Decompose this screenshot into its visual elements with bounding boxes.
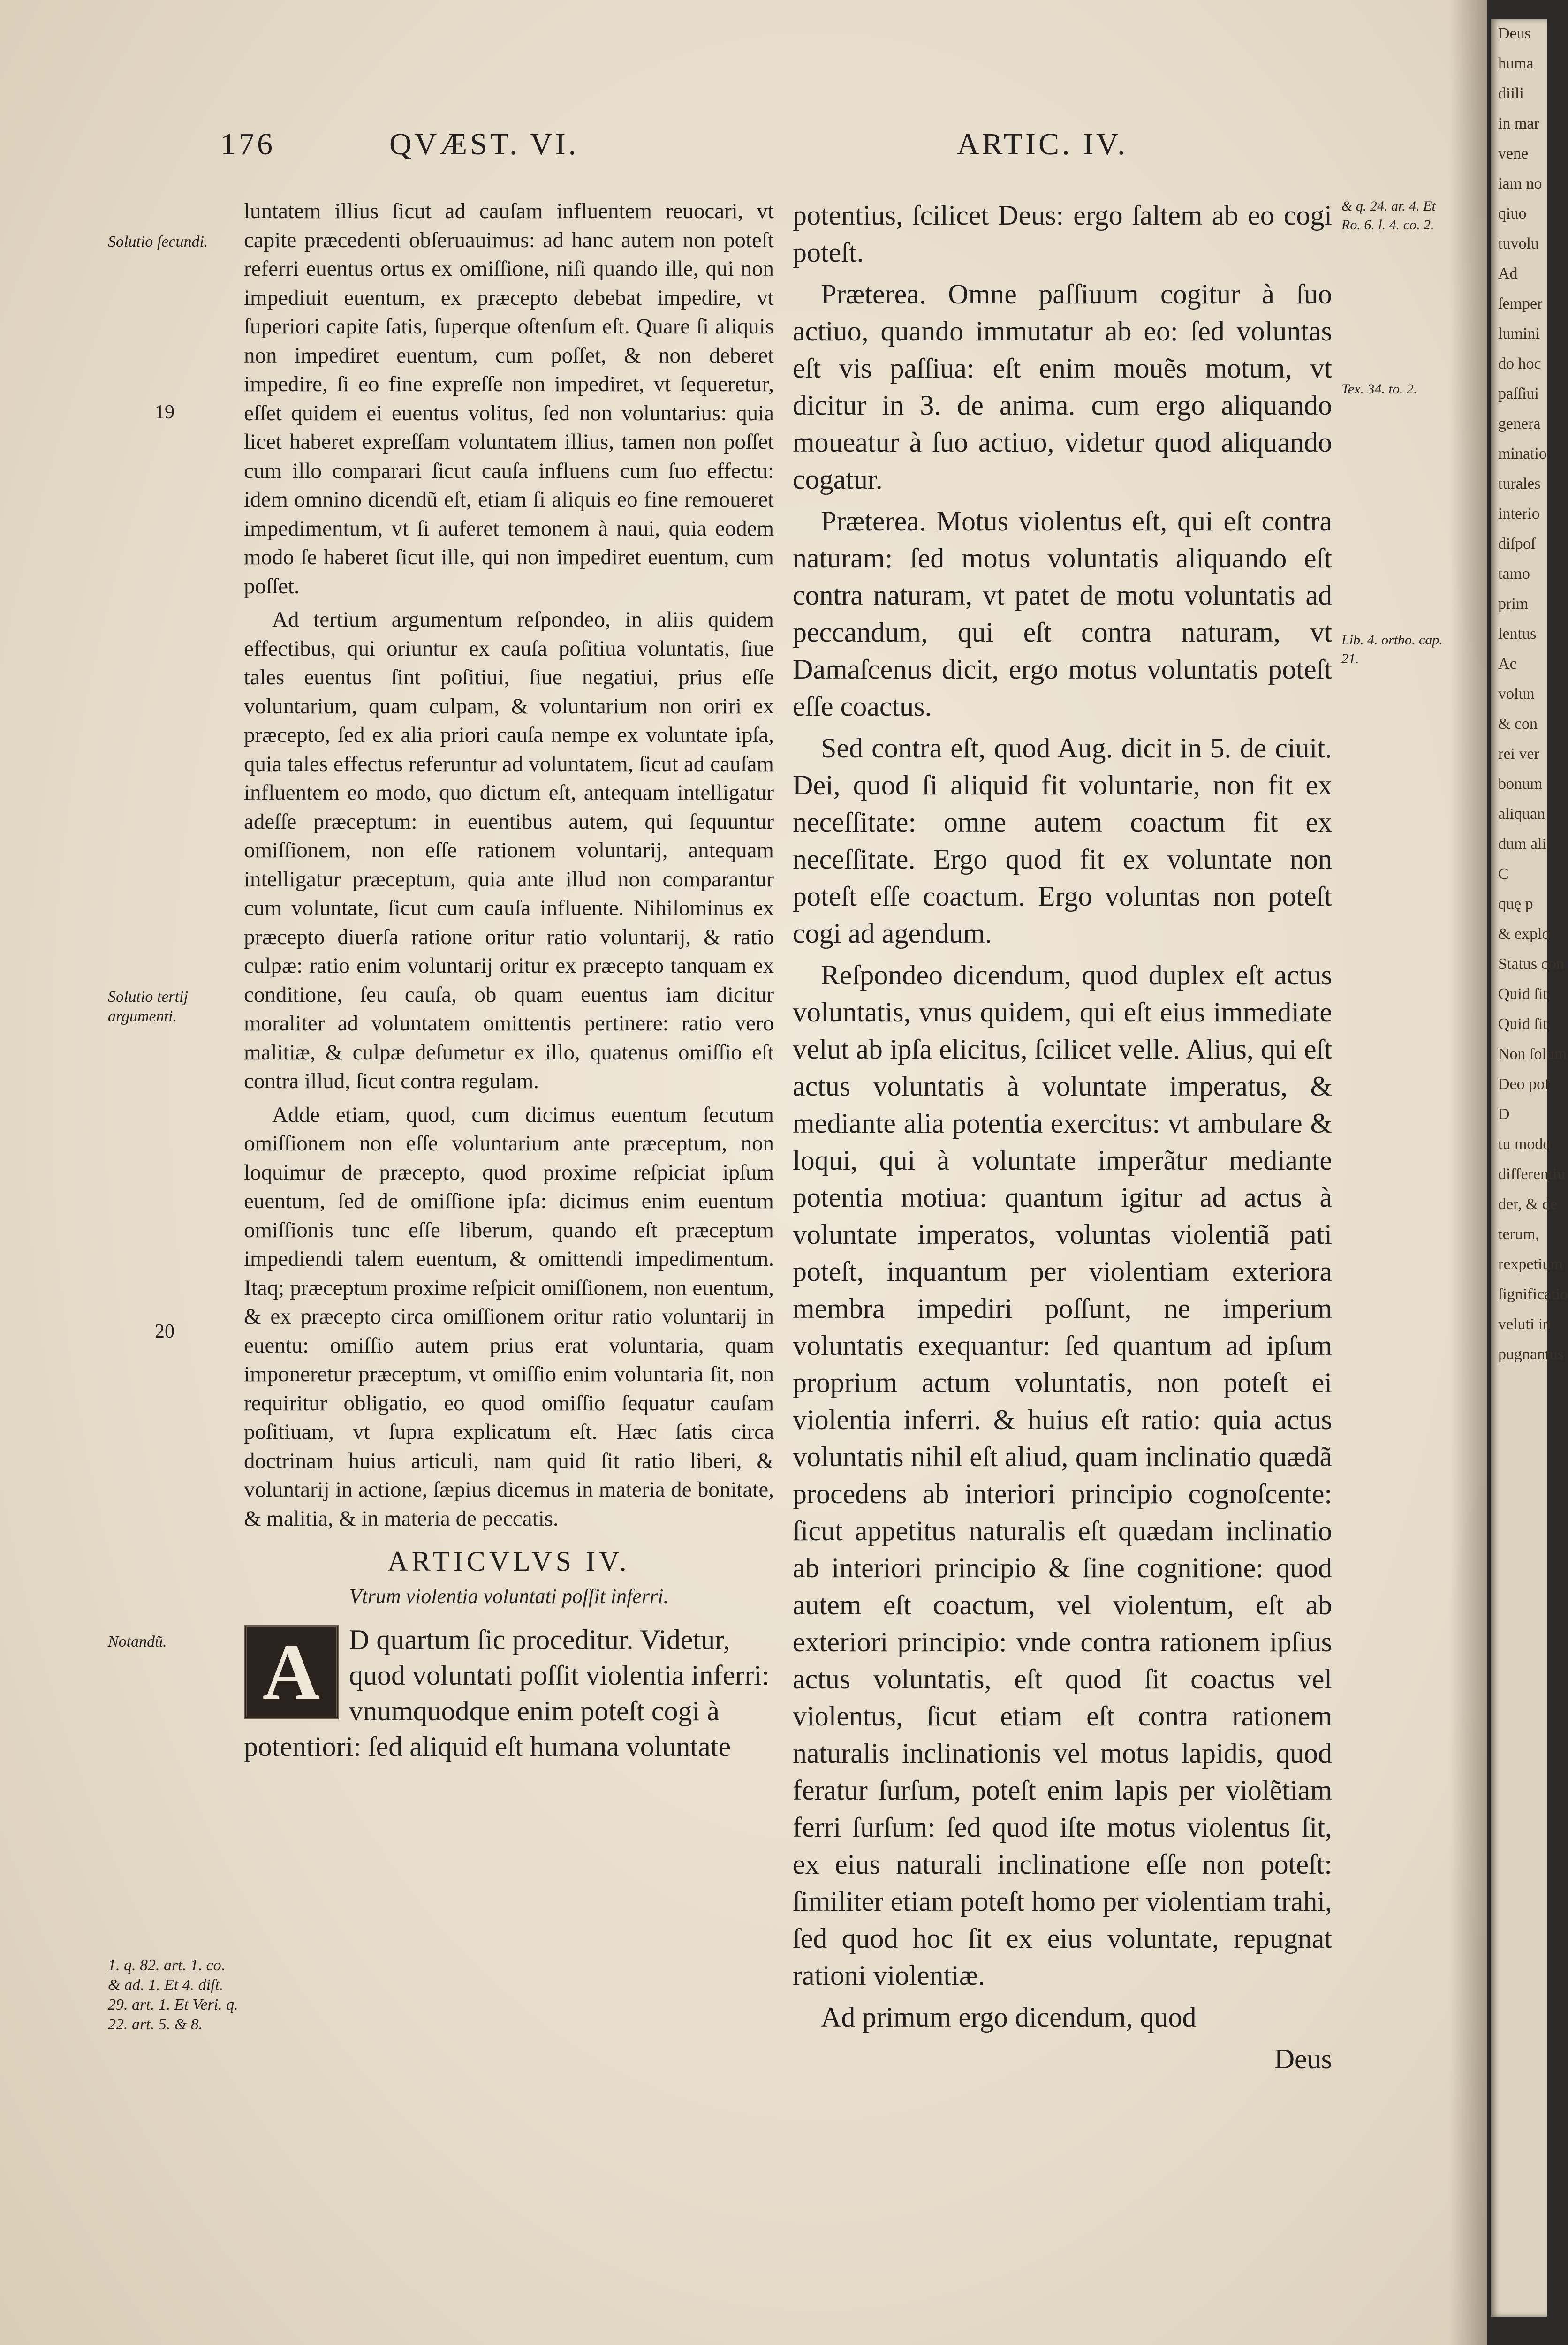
adjacent-page-fragment: bonum [1498,775,1543,793]
paragraph-adde-etiam: Adde etiam, quod, cum dicimus euentum ſecutum omiſſionem non eſſe voluntarium ante præceptum, non loquimur de præcepto, quod proxime reſpiciat ipſum euentum, ſed de omiſſione ipſa: dicimus enim euentum omiſſionis tunc eſſe liberum, quando eſt præceptum impediendi talem euentum, & omittendi impedimentum. Itaq; præceptum proxime reſpicit omiſſionem, non euentum, & ex præcepto circa omiſſionem oritur ratio voluntarij in euentu: omiſſio autem prius erat voluntaria, quam imponeretur præceptum, vt omiſſio enim voluntaria ſit, non requiritur obligatio, eo quod omiſſio ſequatur cauſam poſitiuam, vt ſupra explicatum eſt. Hæc ſatis circa doctrinam huius articuli, nam quid ſit ratio liberi, & voluntarij in actione, ſæpius dicemus in materia de bonitate, & malitia, & in materia de peccatis. [244,1102,774,1531]
adjacent-page-fragment: tu modo [1498,1135,1551,1153]
adjacent-page-fragment: huma [1498,55,1534,72]
adjacent-page-fragment: differentiu [1498,1165,1565,1183]
adjacent-page-fragment: der, & de [1498,1195,1558,1213]
margin-reference-citations: 1. q. 82. art. 1. co. & ad. 1. Et 4. diſt. 29. art. 1. Et Veri. q. 22. art. 5. & 8. [108,1957,238,2033]
adjacent-page-fragment: vene [1498,145,1529,162]
adjacent-page-fragment: diili [1498,85,1524,102]
adjacent-page-fragments [1491,19,1568,1369]
adjacent-page-edge [1491,19,1568,2317]
margin-number-19: 19 [155,401,174,423]
paragraph-praeterea-2: Præterea. Motus violentus eſt, qui eſt contra naturam: ſed motus voluntatis aliquando eſt contra naturam, vt patet de motu voluntatis ad peccandum, qui eſt contra naturam, vt Damaſcenus dicit, ergo motus voluntatis poteſt eſſe coactus. [793,506,1332,722]
adjacent-page-fragment: veluti in [1498,1316,1551,1333]
article-opening-text: D quartum ſic proceditur. Videtur, quod voluntati poſſit violentia inferri: vnumquodque enim poteſt cogi à potentiori: ſed aliquid eſt humana voluntate [244,1624,770,1762]
adjacent-page-fragment: quę p [1498,895,1533,913]
adjacent-page-fragment: Quid ſit [1498,1015,1547,1033]
margin-reference-q24: & q. 24. ar. 4. Et Ro. 6. l. 4. co. 2. [1341,198,1436,233]
adjacent-page-fragment: pugnantus [1498,1346,1564,1363]
adjacent-page-fragment: Status con [1498,955,1564,973]
adjacent-page-fragment: rexpetium [1498,1256,1563,1273]
adjacent-page-fragment: ſemper [1498,295,1543,312]
adjacent-page-fragment: & con [1498,715,1538,733]
adjacent-page-fragment: do hoc [1498,355,1541,372]
adjacent-page-fragment: aliquan [1498,805,1545,823]
adjacent-page-fragment: C [1498,865,1509,883]
page-number: 176 [220,127,275,161]
adjacent-page-fragment: minatio [1498,445,1547,462]
page-gutter-shadow [1449,0,1487,2345]
adjacent-page-fragment: rei ver [1498,745,1539,763]
adjacent-page-fragment: Non ſolum [1498,1045,1567,1063]
adjacent-page-fragment: Deus [1498,25,1531,42]
adjacent-page-fragment: Quid ſit [1498,985,1547,1003]
right-column [793,197,1332,2078]
adjacent-page-fragment: diſpoſ [1498,535,1536,552]
adjacent-page-fragment: in mar [1498,115,1539,132]
paragraph-ad-primum: Ad primum ergo dicendum, quod [821,2002,1197,2033]
adjacent-page-fragment: Ad [1498,265,1518,282]
adjacent-page-fragment: ſignificatio [1498,1286,1568,1303]
paragraph-continuation: luntatem illius ſicut ad cauſam influentem reuocari, vt capite præcedenti obſeruauimus: ad hanc autem non poteſt referri euentus ortus ex omiſſione, niſi quando ille, qui non impediuit euentum, ex præcepto debebat impedire, vt ſuperiori capite ſatis, ſuperque oſtenſum eſt. Quare ſi aliquis non impediret euentum, cum poſſet, & non deberet impedire, ſi eo fine expreſſe non impediret, vt ſequeretur, eſſet quidem ei euentus volitus, ſed non voluntarius: quia licet haberet expreſſam voluntatem illius, tamen non poſſet cum illo comparari ſicut cauſa influens cum ſuo effectu: idem omnino dicendũ eſt, etiam ſi aliquis eo fine remoueret impedimentum, vt ſi auferet temonem à naui, quia eodem modo ſe haberet ſicut ille, qui non impediret euentum, cum poſſet. [244,199,774,598]
adjacent-page-fragment: genera [1498,415,1541,432]
article-subtitle: Vtrum violentia voluntati poſſit inferri. [349,1584,669,1608]
adjacent-page-fragment: tamo [1498,565,1530,582]
decorated-initial: A [244,1625,339,1719]
adjacent-page-fragment: prim [1498,595,1529,613]
adjacent-page-fragment: lumini [1498,325,1540,342]
paragraph-respondeo: Reſpondeo dicendum, quod duplex eſt actus voluntatis, vnus quidem, qui eſt eius immediate velut ab ipſa elicitus, ſcilicet velle. Alius, qui eſt actus voluntatis à voluntate imperatus, & mediante alia potentia exercitus: vt ambulare & loqui, qui à voluntate imperãtur mediante potentia motiua: quantum igitur ad actus à voluntate imperatos, voluntas violentiã pati poteſt, inquantum per violentiam exteriora membra impediri poſſunt, ne imperium voluntatis exequantur: ſed quantum ad ipſum proprium actum voluntatis, non poteſt ei violentia inferri. & huius eſt ratio: quia actus voluntatis nihil eſt aliud, quam inclinatio quædã procedens ab interiori principio cognoſcente: ſicut appetitus naturalis eſt quædam inclinatio ab interiori principio & ſine cognitione: quod autem eſt coactum, vel violentum, eſt ab exteriori principio: vnde contra rationem ipſius actus voluntatis, eſt quod ſit coactus vel violentus, ſicut etiam eſt contra rationem naturalis inclinationis vel motus lapidis, quod feratur ſurſum, poteſt enim lapis per violẽtiam ferri ſurſum: ſed quod iſte motus violentus ſit, ex eius naturali inclinatione eſſe non poteſt: ſimiliter etiam poteſt homo per violentiam trahi, ſed quod hoc ſit ex eius voluntate, repugnat rationi violentiæ. [793,960,1332,1991]
adjacent-page-fragment: dum ali [1498,835,1546,853]
margin-reference-tex34: Tex. 34. to. 2. [1341,381,1417,397]
margin-reference-damascenus: Lib. 4. ortho. cap. 21. [1341,632,1443,666]
margin-note-notandum: Notandũ. [108,1633,167,1650]
adjacent-page-fragment: tuvolu [1498,235,1539,252]
catchword: Deus [1274,2043,1332,2074]
paragraph-potentius: potentius, ſcilicet Deus: ergo ſaltem ab eo cogi poteſt. [793,200,1332,268]
margin-number-20: 20 [155,1321,174,1342]
left-column [244,197,774,1764]
margin-note-solutio-secundi: Solutio ſecundi. [108,233,208,250]
adjacent-page-fragment: turales [1498,475,1541,492]
running-head-article: ARTIC. IV. [957,127,1128,161]
adjacent-page-fragment: Deo pof [1498,1075,1550,1093]
adjacent-page-fragment: & explo [1498,925,1550,943]
adjacent-page-fragment: qiuo [1498,205,1527,222]
adjacent-page-fragment: interio [1498,505,1540,522]
paragraph-ad-tertium: Ad tertium argumentum reſpondeo, in aliis quidem effectibus, qui oriuntur ex cauſa poſitiua voluntatis, ſiue tales euentus ſint poſitiui, ſiue negatiui, prius eſſe voluntarium, quam culpam, & voluntarium non oriri ex præcepto, ſed ex alia priori cauſa nempe ex voluntate ipſa, quia tales effectus referuntur ad voluntatem, ſicut ad cauſam influentem eo modo, quo dictum eſt, antequam intelligatur adeſſe præceptum: in euentibus autem, qui ſequuntur omiſſionem, non eſſe rationem voluntarij, antequam intelligatur præceptum, quia ante illud non comparantur cum voluntate, ſicut cum cauſa influente. Nihilominus ex præcepto diuerſa ratione oritur ratio voluntarij, & ratio culpæ: ratio enim voluntarij oritur ex præcepto tanquam ex conditione, ſeu cauſa, ob quam euentus iam dicitur moraliter ad voluntatem omittentis pertinere: ratio vero malitiæ, & culpæ deſumetur ex illo, quatenus omiſſio eſt contra illud, ſicut contra regulam. [244,607,774,1093]
running-head-question: QVÆST. VI. [389,127,579,161]
article-opening [244,1622,774,1764]
adjacent-page-fragment: D [1498,1105,1510,1123]
adjacent-page-fragment: Ac [1498,655,1517,673]
adjacent-page-fragment: volun [1498,685,1535,703]
adjacent-page-fragment: terum, [1498,1225,1539,1243]
adjacent-page-fragment: paſſiui [1498,385,1539,402]
margin-note-solutio-tertij: Solutio tertij argumenti. [108,988,188,1025]
paragraph-sed-contra: Sed contra eſt, quod Aug. dicit in 5. de ciuit. Dei, quod ſi aliquid fit voluntarie, non fit ex neceſſitate: omne autem coactum fit ex neceſſitate. Ergo quod fit ex voluntate non poteſt eſſe coactum. Ergo voluntas non poteſt cogi ad agendum. [793,733,1332,949]
adjacent-page-fragment: lentus [1498,625,1537,643]
adjacent-page-fragment: iam no [1498,175,1542,192]
article-title: ARTICVLVS IV. [387,1546,630,1577]
paragraph-praeterea-1: Præterea. Omne paſſiuum cogitur à ſuo actiuo, quando immutatur ab eo: ſed voluntas eſt vis paſſiua: eſt enim mouẽs motum, vt dicitur in 3. de anima. cum ergo aliquando moueatur à ſuo actiuo, videtur quod aliquando cogatur. [793,279,1332,495]
